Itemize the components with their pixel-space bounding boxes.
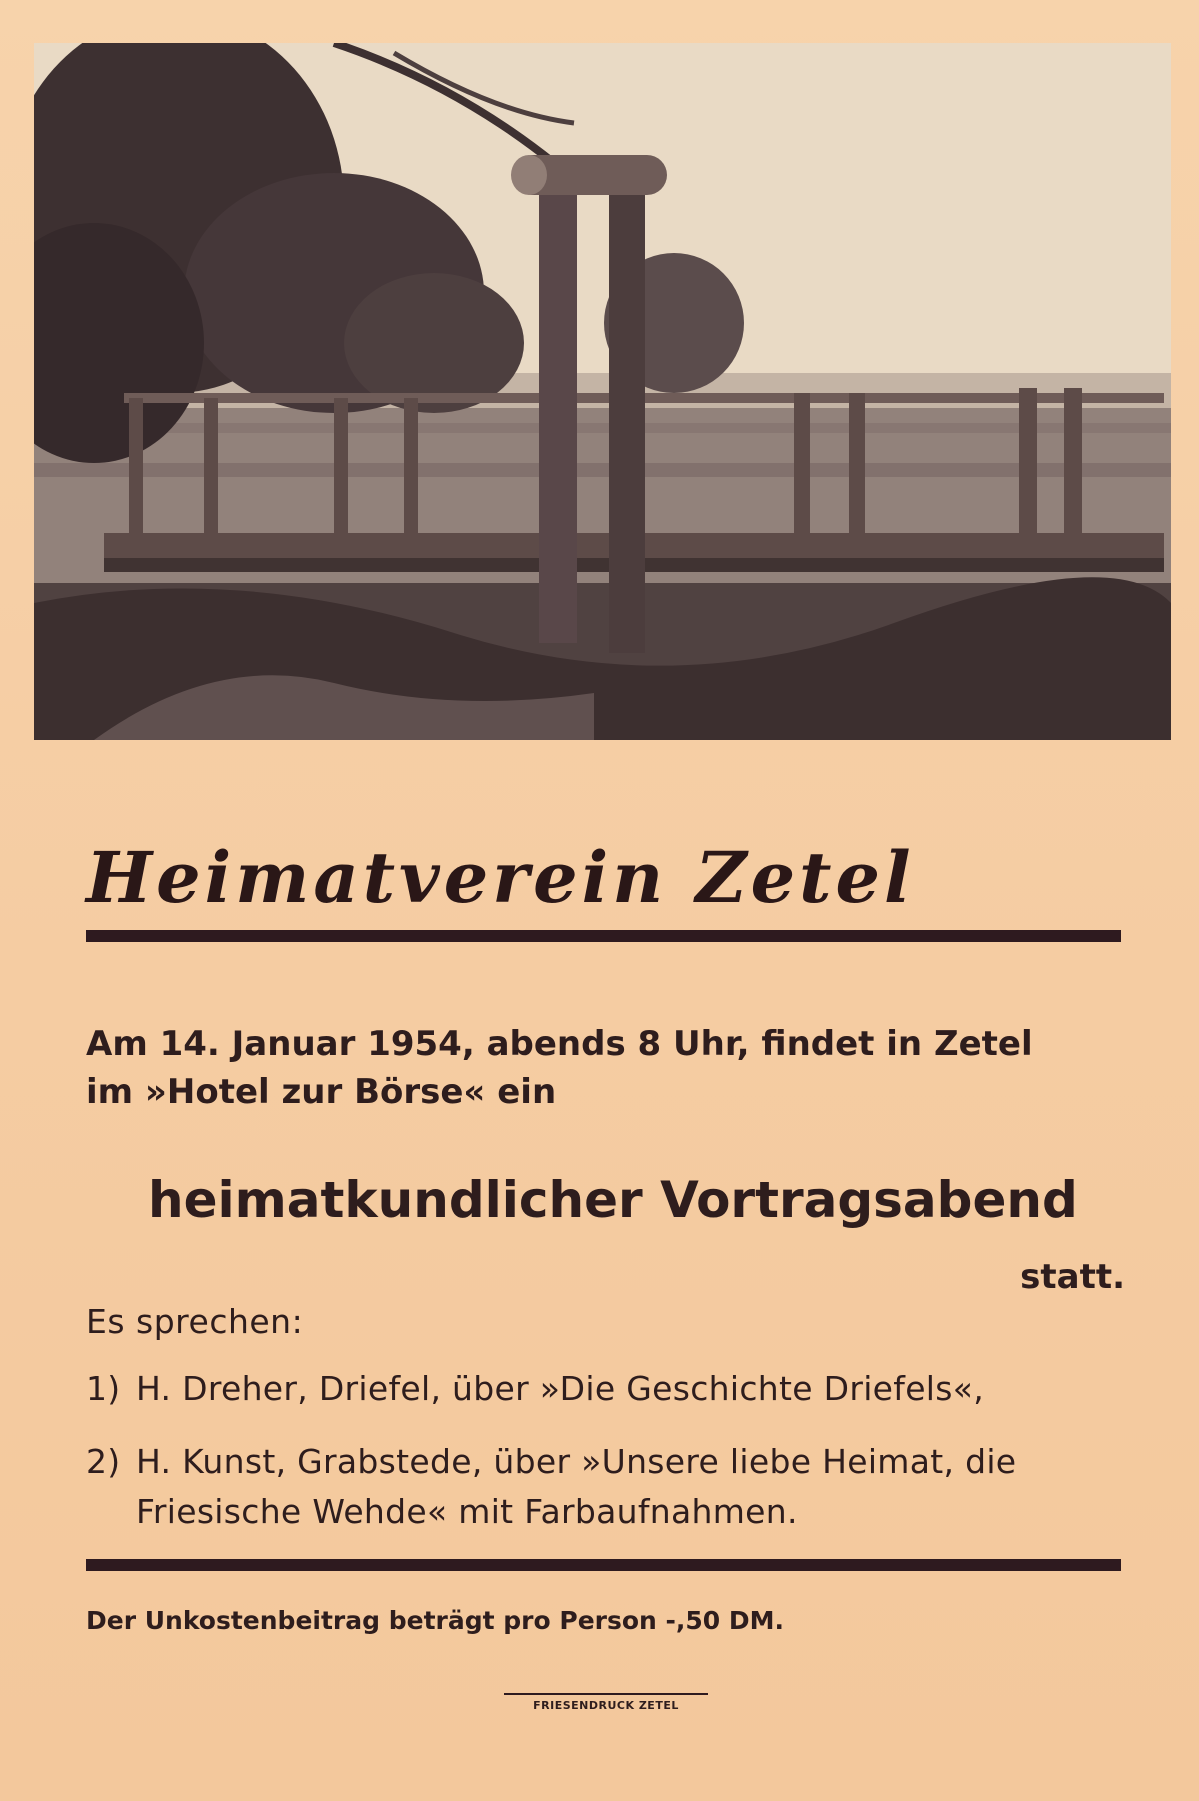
speakers-label: Es sprechen: [86,1302,304,1341]
headline-statt: statt. [1020,1257,1125,1297]
intro-text [86,1020,1126,1116]
bridge-photo-illustration [34,43,1171,740]
fee-note: Der Unkostenbeitrag beträgt pro Person -,50 DM. [86,1606,785,1635]
bottom-rule [86,1559,1121,1571]
event-headline: heimatkundlicher Vortragsabend [148,1171,1078,1229]
speaker-item [86,1365,1126,1413]
speaker-text: H. Dreher, Driefel, über »Die Geschichte Driefels«, [136,1369,985,1408]
intro-line-1: Am 14. Januar 1954, abends 8 Uhr, findet in Zetel [86,1024,1033,1064]
speaker-number: 2) [86,1442,121,1481]
speaker-number: 1) [86,1369,121,1408]
bridge-photo [34,43,1171,740]
poster-title: Heimatverein Zetel [86,836,915,919]
speaker-text-continued: Friesische Wehde« mit Farbaufnahmen. [136,1492,798,1531]
title-underline [86,930,1121,942]
speaker-text: H. Kunst, Grabstede, über »Unsere liebe Heimat, die [136,1442,1017,1481]
speaker-item [86,1438,1126,1486]
printer-rule [504,1693,708,1695]
intro-line-2: im »Hotel zur Börse« ein [86,1072,557,1112]
printer-credit: FRIESENDRUCK ZETEL [533,1699,679,1712]
